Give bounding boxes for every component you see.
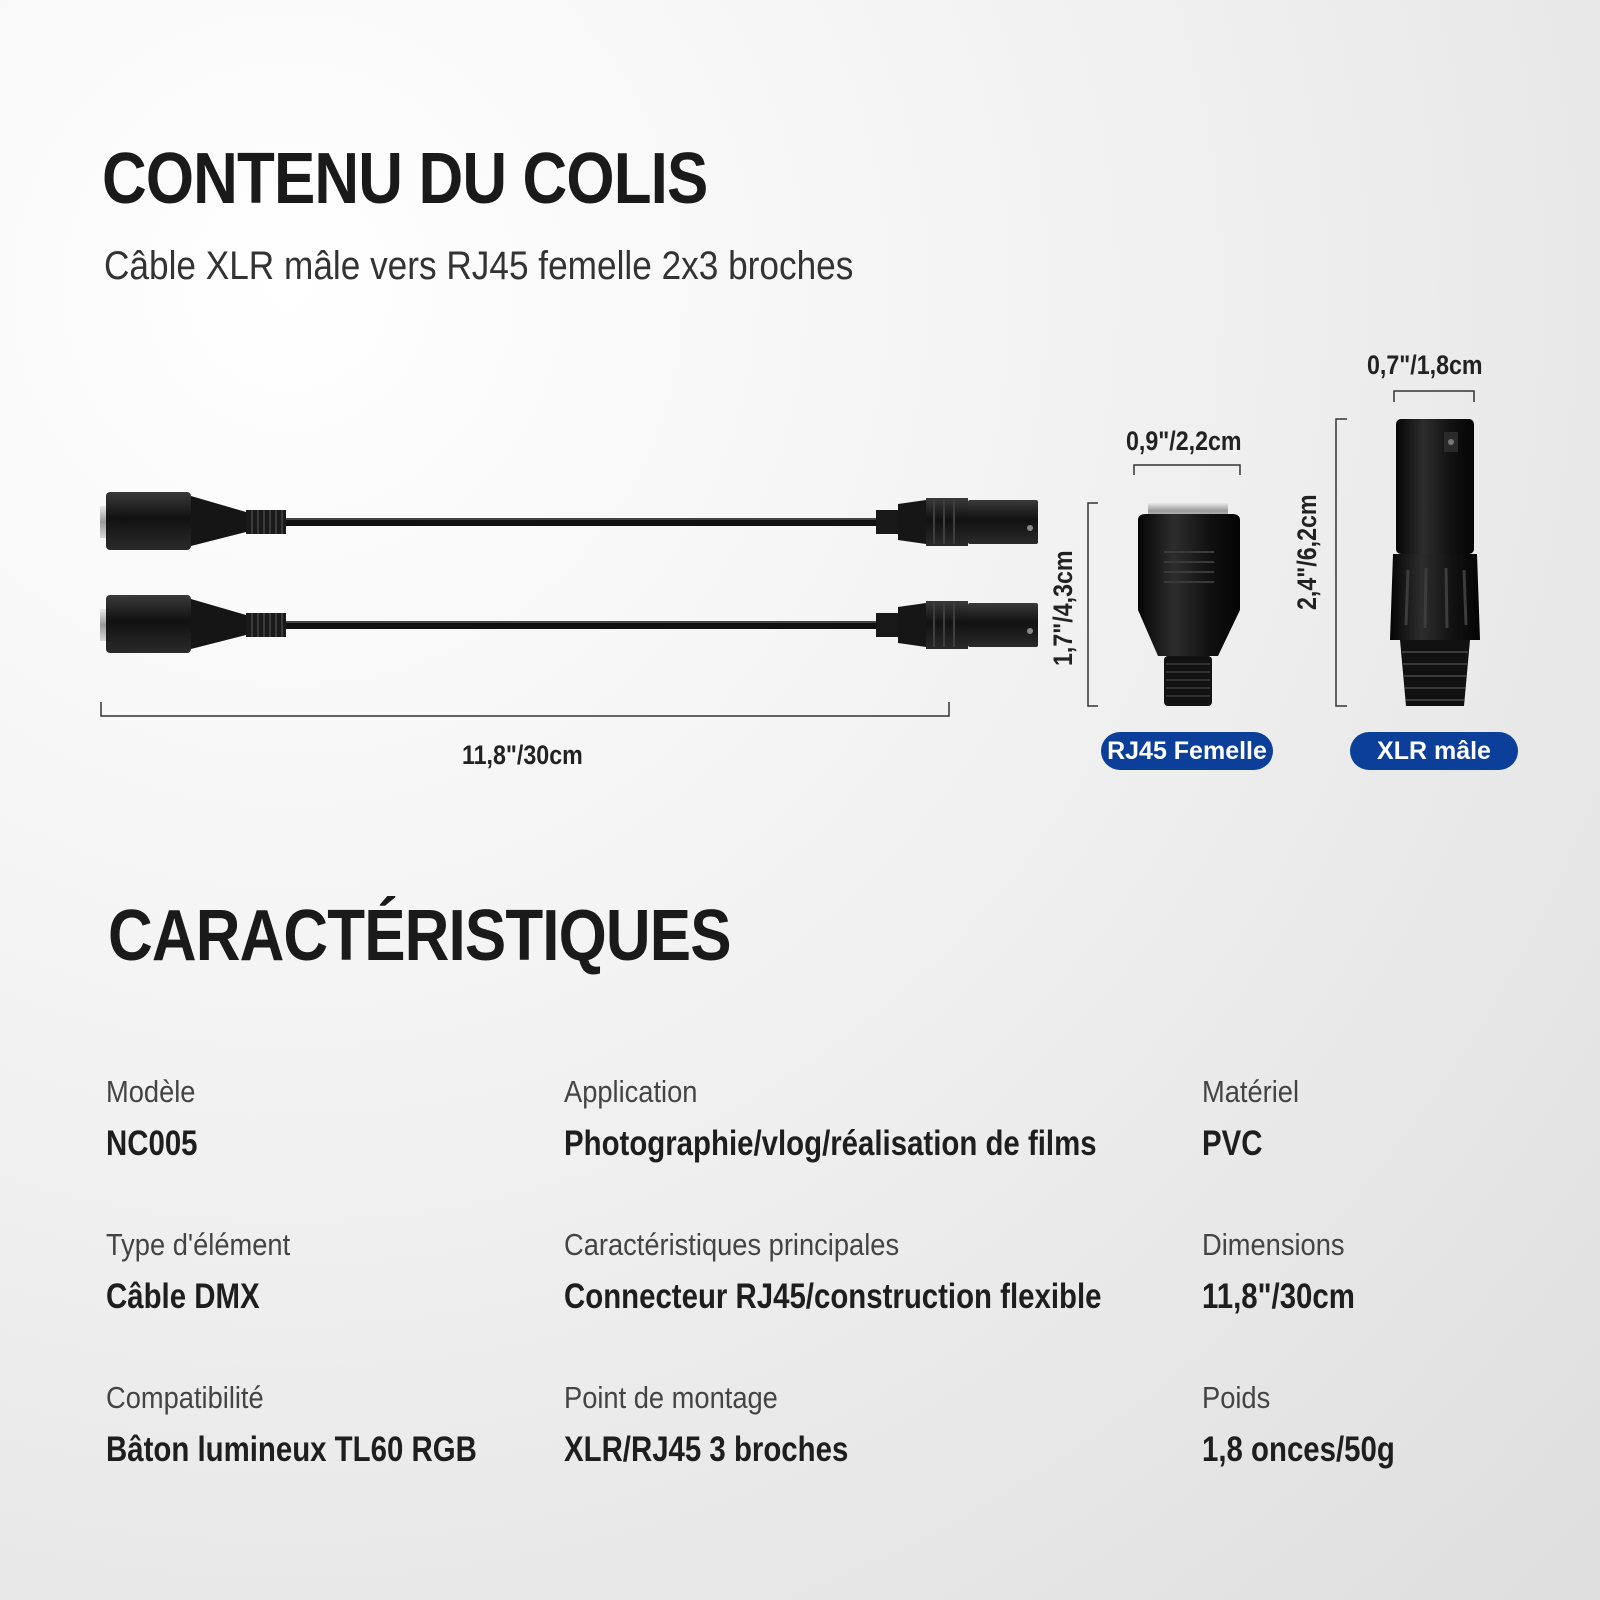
spec-label: Application xyxy=(564,1074,698,1109)
spec-label: Type d'élément xyxy=(106,1227,291,1262)
spec-label: Caractéristiques principales xyxy=(564,1227,900,1262)
spec-item-type xyxy=(106,1229,315,1314)
spec-label: Poids xyxy=(1202,1380,1271,1415)
length-bracket xyxy=(101,702,949,716)
spec-value: Connecteur RJ45/construction flexible xyxy=(564,1277,1102,1316)
package-title: CONTENU DU COLIS xyxy=(102,139,708,219)
spec-label: Point de montage xyxy=(564,1380,778,1415)
spec-value: 1,8 onces/50g xyxy=(1202,1430,1395,1469)
package-subtitle: Câble XLR mâle vers RJ45 femelle 2x3 broches xyxy=(104,244,854,288)
spec-label: Modèle xyxy=(106,1074,196,1109)
xlr-badge: XLR mâle xyxy=(1350,732,1518,770)
spec-value: 11,8"/30cm xyxy=(1202,1277,1355,1316)
spec-label: Matériel xyxy=(1202,1074,1300,1109)
rj45-height-label: 1,7"/4,3cm xyxy=(1048,550,1078,666)
spec-label: Dimensions xyxy=(1202,1227,1345,1262)
rj45-width-bracket xyxy=(1134,465,1240,475)
rj45-badge: RJ45 Femelle xyxy=(1101,732,1273,770)
spec-label: Compatibilité xyxy=(106,1380,264,1415)
spec-value: Photographie/vlog/réalisation de films xyxy=(564,1124,1097,1163)
specs-title: CARACTÉRISTIQUES xyxy=(108,896,731,976)
spec-main-features xyxy=(564,1229,1204,1314)
spec-compatibility xyxy=(106,1382,547,1467)
spec-application xyxy=(564,1076,1198,1161)
spec-value: PVC xyxy=(1202,1124,1263,1163)
spec-value: Bâton lumineux TL60 RGB xyxy=(106,1430,477,1469)
rj45-connector xyxy=(1138,503,1240,706)
spec-model xyxy=(106,1076,215,1161)
xlr-width-bracket xyxy=(1394,391,1474,402)
spec-dimensions xyxy=(1202,1229,1384,1314)
spec-material xyxy=(1202,1076,1312,1161)
spec-weight xyxy=(1202,1382,1432,1467)
spec-mount-point xyxy=(564,1382,902,1467)
cable-2 xyxy=(100,595,1038,653)
xlr-height-bracket xyxy=(1336,419,1347,706)
spec-value: Câble DMX xyxy=(106,1277,260,1316)
rj45-height-bracket xyxy=(1088,503,1098,706)
spec-value: XLR/RJ45 3 broches xyxy=(564,1430,849,1469)
xlr-height-label: 2,4"/6,2cm xyxy=(1292,494,1322,610)
rj45-width-label: 0,9"/2,2cm xyxy=(1126,426,1242,456)
spec-value: NC005 xyxy=(106,1124,198,1163)
cable-1 xyxy=(100,492,1038,550)
xlr-connector xyxy=(1390,419,1480,706)
xlr-width-label: 0,7"/1,8cm xyxy=(1367,350,1483,380)
cable-length-label: 11,8"/30cm xyxy=(462,740,583,770)
